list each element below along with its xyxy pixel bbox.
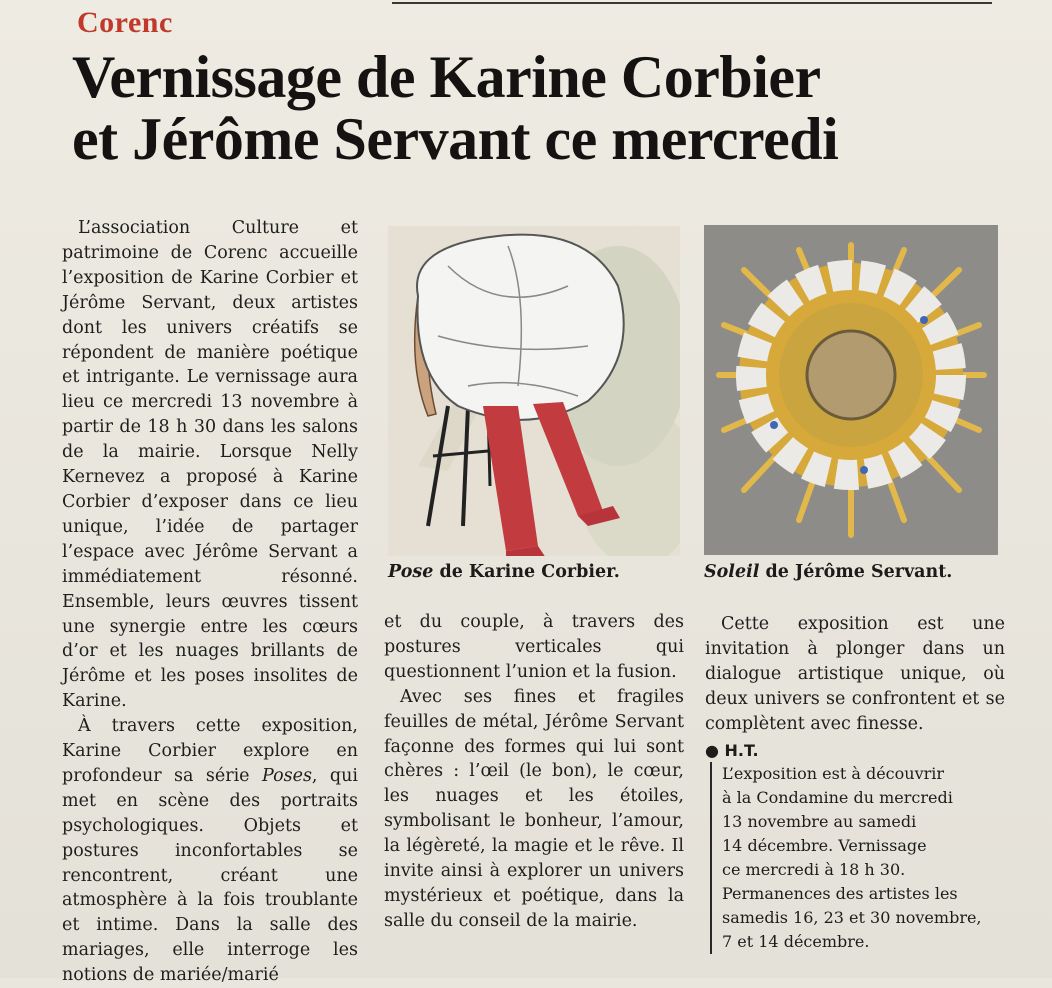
author-signature: ● H.T. — [705, 741, 759, 760]
series-title: Poses — [262, 765, 312, 786]
paragraph-text: À travers cette exposition, Karine Corbier explore en profondeur sa série — [62, 716, 358, 786]
article-column-1 — [62, 216, 358, 988]
caption-title: Pose — [388, 562, 434, 582]
article-paragraph: L’association Culture et patrimoine de Corenc accueille l’exposition de Karine Corbier et Jérôme Servant, deux artistes dont les univers créatifs se répondent de manière poétique et intrigante. Le vernissage aura lieu ce mercredi 13 novembre à partir de 18 h 30 dans les salons de la mairie. Lorsque Nelly Kernevez a proposé à Karine Corbier d’exposer dans ce lieu unique, l’idée de partager l’espace avec Jérôme Servant a immédiatement résonné. Ensemble, leurs œuvres tissent une synergie entre les cœurs d’or et les nuages brillants de Jérôme et les poses insolites de Karine. — [62, 218, 358, 712]
section-label: Corenc — [77, 6, 173, 39]
article-paragraph: et du couple, à travers des postures verticales qui questionnent l’union et la fusion. — [384, 612, 684, 682]
headline-line-1: Vernissage de Karine Corbier — [72, 44, 821, 110]
photo-caption-soleil — [704, 562, 952, 582]
info-line: 14 décembre. Vernissage — [722, 836, 927, 855]
info-line: 13 novembre au samedi — [722, 812, 917, 831]
info-line: ce mercredi à 18 h 30. — [722, 860, 906, 879]
article-paragraph: Avec ses fines et fragiles feuilles de métal, Jérôme Servant façonne des formes qui lui sont chères : l’œil (le bon), le cœur, les nuages et les étoiles, symbolisant le bonheur, l’amour, la légèreté, la magie et le rêve. Il invite ainsi à explorer un univers mystérieux et poétique, dans la salle du conseil de la mairie. — [384, 686, 684, 931]
info-line: Permanences des artistes les — [722, 884, 958, 903]
caption-text: de Karine Corbier. — [433, 562, 620, 582]
article-paragraph: Cette exposition est une invitation à plonger dans un dialogue artistique unique, où deux univers se confrontent et se complètent avec finesse. — [705, 614, 1005, 734]
practical-info-box — [710, 762, 1014, 954]
caption-text: de Jérôme Servant. — [759, 562, 953, 582]
page-title — [72, 46, 972, 170]
top-rule — [392, 2, 992, 4]
photo-caption-pose — [388, 562, 620, 582]
info-line: 7 et 14 décembre. — [722, 932, 870, 951]
info-line: L’exposition est à découvrir — [722, 764, 945, 783]
headline-line-2: et Jérôme Servant ce mercredi — [72, 106, 839, 172]
article-column-2 — [384, 610, 684, 934]
article-paragraph — [62, 714, 358, 988]
photo-soleil — [704, 225, 998, 555]
info-line: samedis 16, 23 et 30 novembre, — [722, 908, 982, 927]
pose-artwork — [388, 226, 680, 556]
caption-title: Soleil — [704, 562, 760, 582]
paragraph-text: , qui met en scène des portraits psychologiques. Objets et postures inconfortables se rencontrent, créant une atmosphère à la fois troublante et intime. Dans la salle des mariages, elle interroge les notions de mariée/marié — [62, 765, 359, 986]
photo-pose — [388, 226, 680, 556]
article-column-3 — [705, 612, 1005, 737]
soleil-artwork — [704, 225, 998, 555]
adjacent-column-bleed-right — [1010, 0, 1052, 420]
info-line: à la Condamine du mercredi — [722, 788, 953, 807]
